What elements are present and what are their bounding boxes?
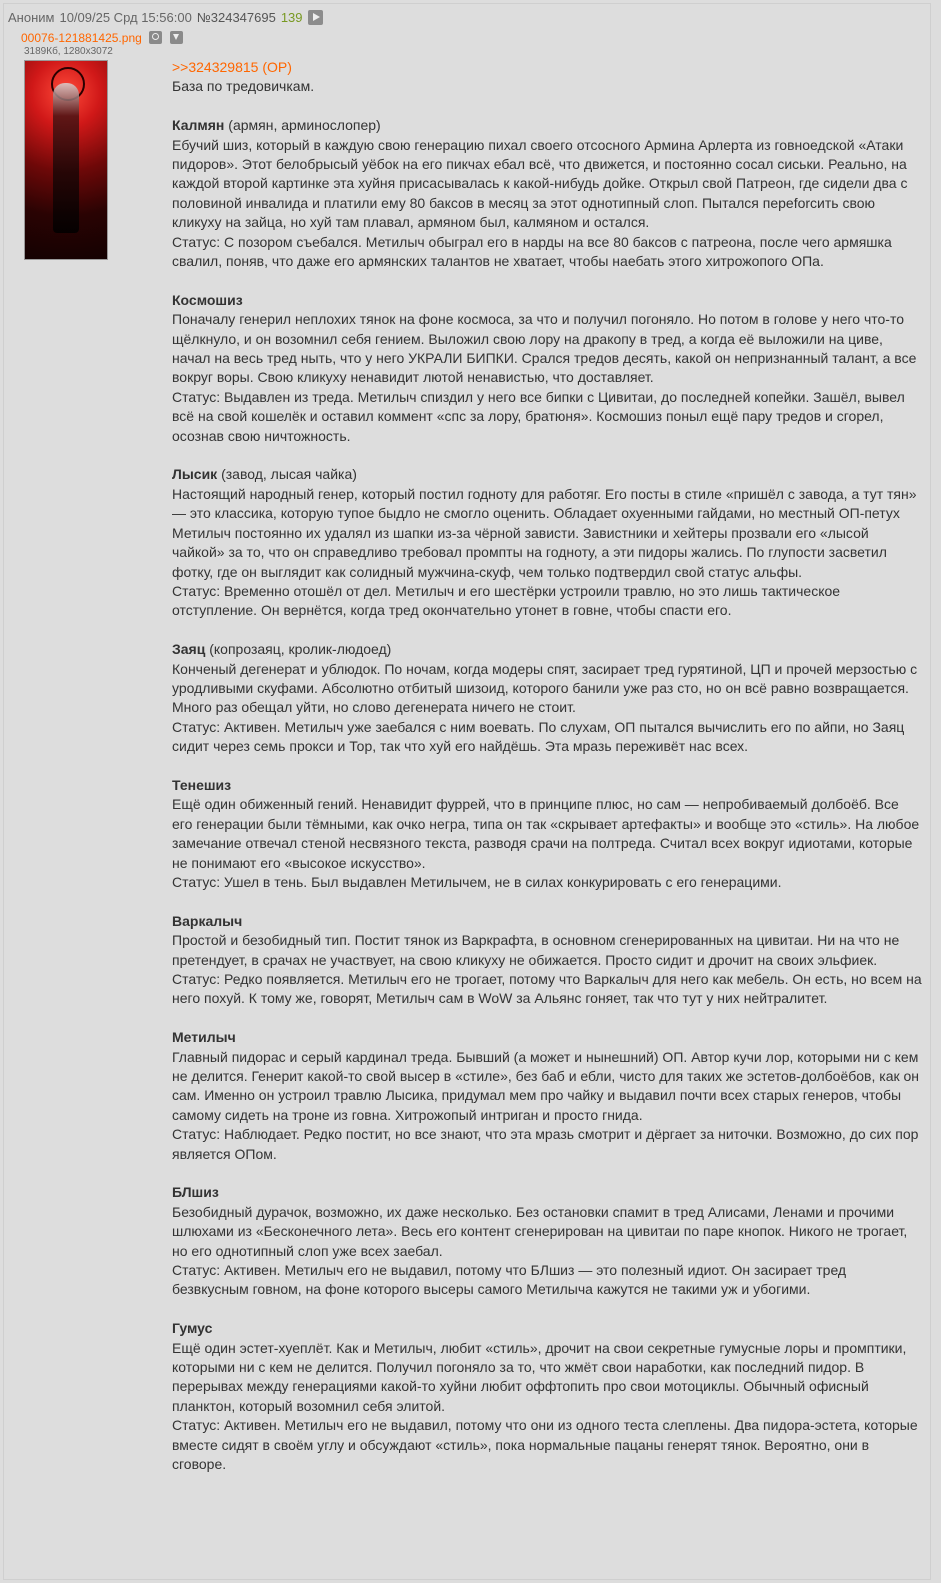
section-heading <box>172 640 922 659</box>
section-heading <box>172 465 922 484</box>
section <box>172 776 922 892</box>
op-reply-link[interactable]: >>324329815 (OP) <box>172 59 292 75</box>
post-author: Аноним <box>8 9 55 25</box>
reply-count[interactable]: 139 <box>280 9 303 25</box>
section-name: Лысик <box>172 466 218 483</box>
section-status: Статус: Редко появляется. Метилыч его не трогает, потому что Варкалыч для него как мебель. Он есть, но всем на него похуй. К тому же, говорят, Метилыч сам в WoW за Альянс гоняет, так что тут у них нейтралитет. <box>172 971 922 1007</box>
file-meta: 3189Кб, 1280x3072 <box>24 46 113 57</box>
section-status: Статус: Ушел в тень. Был выдавлен Метилычем, не в силах конкурировать с его генерацими. <box>172 873 782 890</box>
section-body: Настоящий народный генер, который постил годноту для работяг. Его посты в стиле «пришёл с завода, а тут тян» — это классика, которую тупое быдло не смогло оценить. Обладает охуенными гайдами, но местный ОП-петух Метилыч постоянно их удалял из шапки из-за чёрной зависти. Завистники и хейтеры прозвали его «лысой чайкой» за то, что он справедливо требовал промпты на годноту, а эти пидоры жались. По глупости засветил фотку, где он выглядит как солидный мужчина-скуф, чем только подтвердил свой статус альфы. <box>172 485 917 580</box>
section-name: Гумус <box>172 1320 213 1337</box>
section-status: Статус: Наблюдает. Редко постит, но все знают, что эта мразь смотрит и дёргает за ниточки. Возможно, до сих пор является ОПом. <box>172 1126 919 1162</box>
section-body: Ещё один эстет-хуеплёт. Как и Метилыч, любит «стиль», дрочит на свои секретные гумусные лоры и промптики, которыми ни с кем не делится. Получил погоняло за то, что жмёт свои наработки, как последний пидор. В перерывах между генерациями какой-то хуйни любит оффтопить про свои мотоциклы. Обычный офисный планктон, который возомнил себя элитой. <box>172 1339 907 1414</box>
section <box>172 116 922 271</box>
section-name: Заяц <box>172 641 206 658</box>
section-gap <box>172 446 922 465</box>
section-alias: (армян, арминослопер) <box>224 117 381 134</box>
section-body: Ещё один обиженный гений. Ненавидит фуррей, что в принципе плюс, но сам — непробиваемый долбоёб. Все его генерации были тёмными, как очко негра, типа он так «скрывает артефакты» и вообще это «стиль». На любое замечание отвечал стеной несвязного текста, разводя срачи на полтреда. Считал всех вокруг идиотами, которые не понимают его «высокое искусство». <box>172 796 920 871</box>
section-gap <box>172 621 922 640</box>
section-alias: (завод, лысая чайка) <box>217 466 357 483</box>
post-date: 10/09/25 Срд 15:56:00 <box>59 9 192 25</box>
play-icon[interactable] <box>308 10 323 25</box>
search-icon[interactable] <box>149 31 162 44</box>
section-heading <box>172 1028 922 1047</box>
section-status: Статус: Активен. Метилыч его не выдавил, потому что БЛшиз — это полезный идиот. Он засирает тред безвкусным говном, на фоне которого высеры самого Метилыча кажутся не такими уж и убогими. <box>172 1262 847 1298</box>
section-status: Статус: С позором съебался. Метилыч обыграл его в нарды на все 80 баксов с патреона, после чего армяшка свалил, поняв, что даже его армянских талантов не хватает, чтобы наебать этого хитрожопого ОПа. <box>172 233 892 270</box>
section-alias: (копрозаяц, кролик-людоед) <box>205 641 392 658</box>
section-body: Главный пидорас и серый кардинал треда. Бывший (а может и нынешний) ОП. Автор кучи лор, которыми ни с кем не делится. Генерит какой-то свой высер в «стиле», без баб и ебли, чисто для таких же эстетов-долбоёбов, как он сам. Именно он устроил травлю Лысика, придумал мем про чайку и выдавил почти всех старых генеров, чтобы самому сидеть на троне из говна. Хитрожопый интриган и просто гнида. <box>172 1048 920 1123</box>
section <box>172 1183 922 1299</box>
section <box>172 465 922 620</box>
section-name: Калмян <box>172 117 225 134</box>
section <box>172 912 922 1009</box>
section-heading <box>172 1319 922 1338</box>
section <box>172 1319 922 1474</box>
section-heading <box>172 1183 922 1202</box>
section <box>172 291 922 446</box>
file-link[interactable]: 00076-121881425.png <box>21 31 142 45</box>
section-gap <box>172 1300 922 1319</box>
post-number[interactable]: №324347695 <box>196 9 276 25</box>
section-heading <box>172 116 922 135</box>
section-status: Статус: Выдавлен из треда. Метилыч спиздил у него все бипки с Цивитаи, до последней копейки. Зашёл, вывел всё на свой кошелёк и оставил коммент «спс за лору, братюня». Космошиз поныл ещё пару тредов и сгорел, осознав свою ничтожность. <box>172 388 905 444</box>
section-gap <box>172 1164 922 1183</box>
section-body: Поначалу генерил неплохих тянок на фоне космоса, за что и получил погоняло. Но потом в голове у него что-то щёлкнуло, и он возомнил себя гением. Выложил свою лору на дракопу в тред, а когда её выложили на циве, начал на весь тред ныть, что у него УКРАЛИ БИПКИ. Срался тредов десять, какой он непризнанный талант, а все вокруг воры. Свою кликуху ненавидит лютой ненавистью, что доставляет. <box>172 311 917 386</box>
section-gap <box>172 757 922 776</box>
download-icon[interactable] <box>170 31 183 44</box>
section-gap <box>172 892 922 911</box>
section-body: Безобидный дурачок, возможно, их даже несколько. Без остановки спамит в тред Алисами, Ленами и прочими шлюхами из «Бесконечного лета». Весь его контент сгенерирован на цивитаи по паре кнопок. Никого не трогает, но его однотипный слоп уже всех заебал. <box>172 1203 908 1259</box>
section-status: Статус: Временно отошёл от дел. Метилыч и его шестёрки устроили травлю, но это лишь тактическое отступление. Он вернётся, когда тред окончательно утонет в говне, чтобы спасти его. <box>172 582 841 619</box>
section-heading <box>172 912 922 931</box>
thumbnail-figure <box>53 83 79 233</box>
section-name: Тенешиз <box>172 776 232 793</box>
section-body: Конченый дегенерат и ублюдок. По ночам, когда модеры спят, засирает тред гурятиной, ЦП и прочей мерзостью с уродливыми скуфами. Абсолютно отбитый шизоид, которого банили уже раз сто, но он всё равно возвращается. Много раз обещал уйти, но слово дегенерата ничего не стоит. <box>172 660 918 716</box>
section <box>172 640 922 756</box>
file-info <box>21 29 183 47</box>
section-gap <box>172 97 922 116</box>
section-gap <box>172 271 922 290</box>
sections-list <box>172 97 922 1475</box>
post-image-thumbnail[interactable] <box>24 60 108 260</box>
section-heading <box>172 776 922 795</box>
section-name: Варкалыч <box>172 912 243 929</box>
section <box>172 1028 922 1164</box>
section-name: Космошиз <box>172 291 243 308</box>
section-name: Метилыч <box>172 1029 236 1046</box>
section-heading <box>172 291 922 310</box>
post <box>3 3 931 1580</box>
section-body: Ебучий шиз, который в каждую свою генерацию пихал своего отсосного Армина Арлерта из говноедской «Атаки пидоров». Этот белобрысый уёбок на его пикчах ебал всё, что движется, и постоянно сосал сиськи. Реально, на каждой второй картинке эта хуйня присасывалась к какой-нибудь дойке. Открыл свой Патреон, где сидели два с половиной инвалида и платили ему 80 баксов в месяц за этот однотипный слоп. Пытался переforсить свою кликуху на зайца, но хуй там плавал, армяном был, калмяном и остался. <box>172 136 908 231</box>
post-message <box>172 58 922 1475</box>
section-gap <box>172 1009 922 1028</box>
section-body: Простой и безобидный тип. Постит тянок из Варкрафта, в основном сгенерированных на цивитаи. Ни на что не претендует, в срачах не участвует, на свою кликуху не обижается. Просто сидит и дрочит на своих эльфиек. <box>172 932 900 968</box>
post-header <box>8 8 323 26</box>
section-status: Статус: Активен. Метилыч уже заебался с ним воевать. По слухам, ОП пытался вычислить его по айпи, но Заяц сидит через семь прокси и Тор, так что хуй его найдёшь. Эта мразь переживёт нас всех. <box>172 718 905 755</box>
post-intro: База по тредовичкам. <box>172 78 315 95</box>
section-name: БЛшиз <box>172 1184 219 1201</box>
section-status: Статус: Активен. Метилыч его не выдавил, потому что они из одного теста слеплены. Два пидора-эстета, которые вместе сидят в своём углу и обсуждают «стиль», пока нормальные пацаны генерят тянок. Вероятно, они в сговоре. <box>172 1417 918 1473</box>
